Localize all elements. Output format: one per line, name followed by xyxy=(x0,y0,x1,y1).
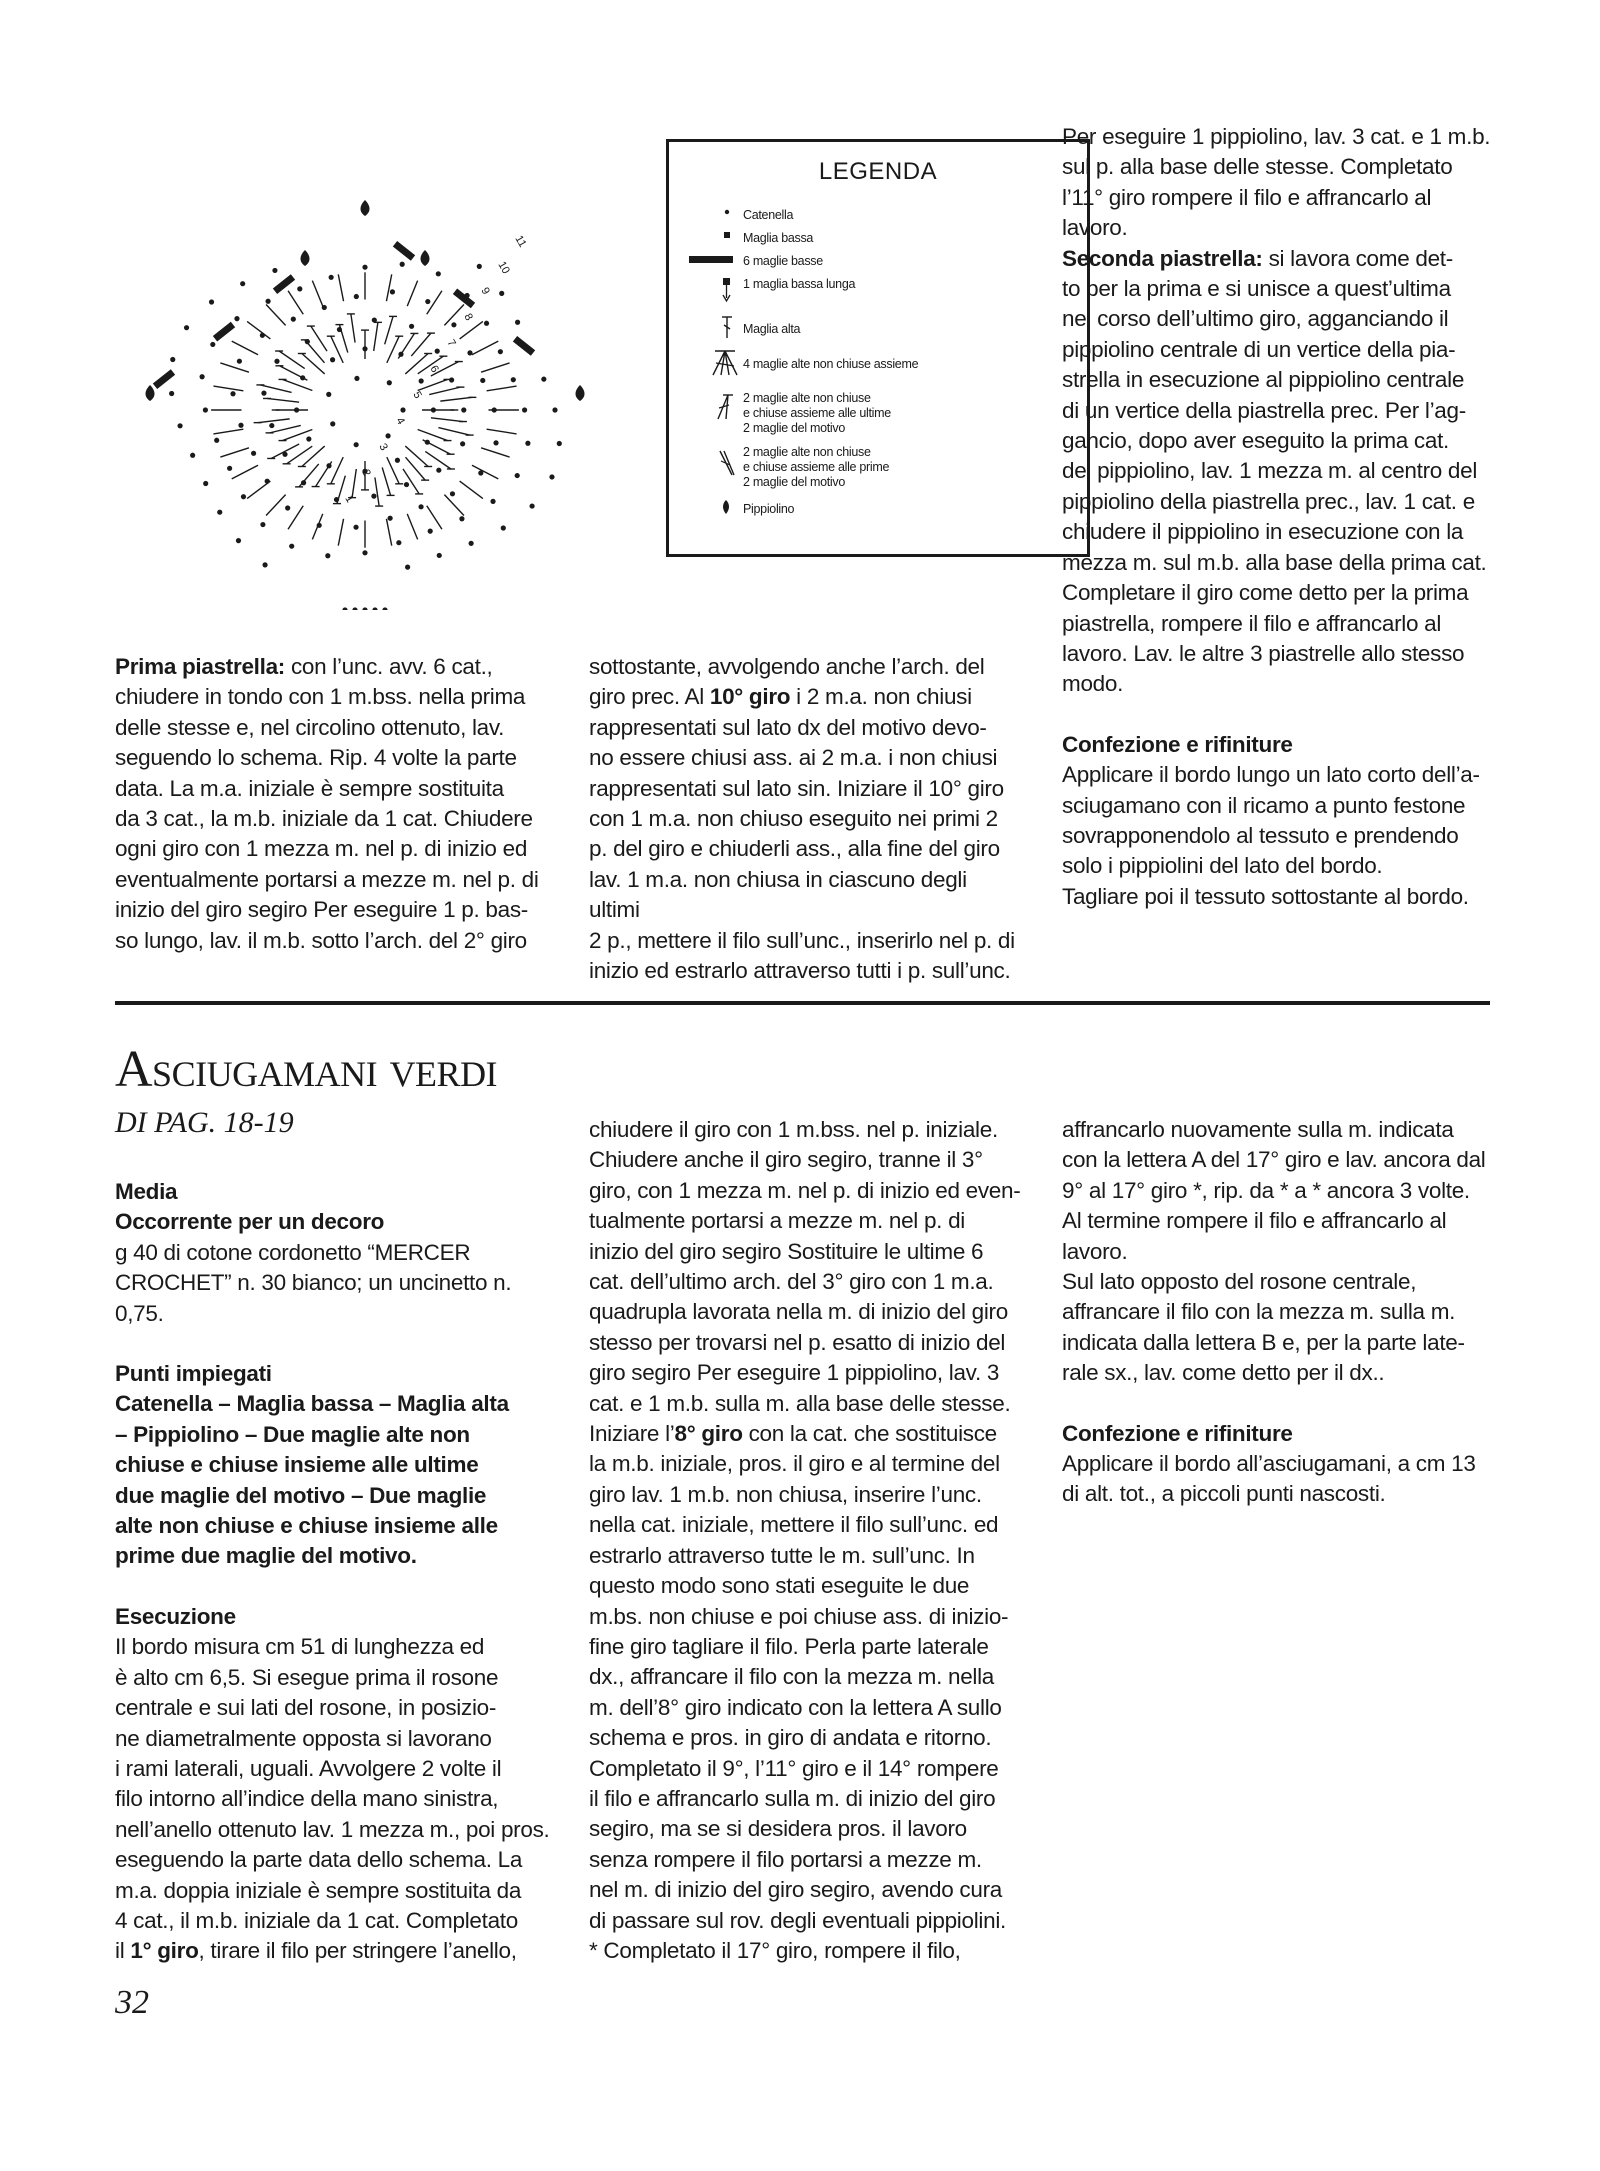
section-subtitle: DI PAG. 18-19 xyxy=(115,1106,294,1139)
two-dc-first-icon xyxy=(715,448,739,478)
text-line: Iniziare l’8° giro con la cat. che sostituisce xyxy=(589,1421,997,1447)
six-single-crochet-bar-icon xyxy=(687,253,735,265)
bottom-column-2: chiudere il giro con 1 m.bss. nel p. iniziale. Chiudere anche il giro segiro, tranne il 3° giro, con 1 mezza m. nel p. di inizio ed even- tualmente portarsi a mezze m. nel p. di inizio del giro segiro Sostituire le ultime 6 cat. dell’ultimo arch. del 3° giro con 1 m.a. quadrupla lavorata nella m. di inizio del giro stesso per trovarsi nel p. esatto di inizio del giro segiro Per eseguire 1 pippiolino, lav. 3 cat. e 1 m.b. sulla m. alla base delle stesse. Iniziare l’8° giro con la cat. che sostituisce la m.b. iniziale, pros. il giro e al termine del giro lav. 1 m.b. non chiusa, inserire l’unc. nella cat. iniziale, mettere il filo sull’unc. ed estrarlo attraverso tutte le m. sull’unc. In questo modo sono stati eseguite le due m.bs. non chiuse e poi chiuse ass. di inizio- fine giro tagliare il filo. Perla parte laterale dx., affrancare il filo con la mezza m. nella m. dell’8° giro indicato con la lettera A sullo schema e pros. in giro di andata e ritorno. Completato il 9°, l’11° giro e il 14° rompere il filo e affrancarlo sulla m. di inizio del giro segiro, ma se si desidera pros. il lavoro senza rompere il filo portarsi a mezze m. nel m. di inizio del giro segiro, avendo cura di passare sul rov. degli eventuali pippiolini. * Completato il 17° giro, rompere il filo, xyxy=(589,1115,1029,1966)
legend-item-maglia-bassa-lunga: 1 maglia bassa lunga xyxy=(743,277,856,291)
page-number: 32 xyxy=(115,1984,149,2021)
top-column-1: Prima piastrella: con l’unc. avv. 6 cat., chiudere in tondo con 1 m.bss. nella prima delle stesse e, nel circolino ottenuto, lav. seguendo lo schema. Rip. 4 volte la parte data. La m.a. iniziale è sempre sostituita da 3 cat., la m.b. iniziale da 1 cat. Chiudere ogni giro con 1 mezza m. nel p. di inizio ed eventualmente portarsi a mezze m. nel p. di inizio del giro segiro Per eseguire 1 p. bas- so lungo, lav. il m.b. sotto l’arch. del 2° giro xyxy=(115,652,545,956)
crochet-tile-diagram xyxy=(110,120,630,610)
legend-box xyxy=(666,139,1090,557)
legend-item-catenella: Catenella xyxy=(743,208,794,222)
round-number-label: 3 xyxy=(376,441,390,453)
heading-media: Media xyxy=(115,1179,178,1204)
bottom-column-1: Media Occorrente per un decoro g 40 di cotone cordonetto “MERCER CROCHET” n. 30 bianco; un uncinetto n. 0,75. Punti impiegati Catenella – Maglia bassa – Maglia alta – Pippiolino – Due maglie alte non chiuse e chiuse insieme alle ultime due maglie del motivo – Due maglie alte non chiuse e chiuse insieme alle prime due maglie del motivo. Esecuzione Il bordo misura cm 51 di lunghezza ed è alto cm 6,5. Si esegue prima il rosone centrale e sui lati del rosone, in posizio- ne diametralmente opposta si lavorano i rami laterali, uguali. Avvolgere 2 volte il filo intorno all’indice della mano sinistra, nell’anello ottenuto lav. 1 mezza m., poi pros. eseguendo la parte data dello schema. La m.a. doppia iniziale è sempre sostituita da 4 cat., il m.b. iniziale da 1 cat. Completato il 1° giro, tirare il filo per stringere l’anello, xyxy=(115,1177,555,1967)
double-crochet-icon xyxy=(718,314,736,340)
round-number-label: 6 xyxy=(427,363,441,375)
legend-item-4-maglie-alte: 4 maglie alte non chiuse assieme xyxy=(743,357,919,371)
picot-icon xyxy=(719,498,733,516)
round-number-label: 11 xyxy=(512,233,529,250)
section-divider xyxy=(115,1001,1490,1005)
text-line: giro prec. Al 10° giro i 2 m.a. non chiusi xyxy=(589,684,972,710)
round-number-label: 10 xyxy=(495,259,512,277)
heading-confezione-2: Confezione e rifiniture xyxy=(1062,1420,1293,1446)
heading-esecuzione: Esecuzione xyxy=(115,1603,236,1629)
text-line: Seconda piastrella: si lavora come det- xyxy=(1062,245,1453,271)
round-number-label: 5 xyxy=(410,389,424,401)
two-dc-last-icon xyxy=(713,392,737,422)
heading-confezione: Confezione e rifiniture xyxy=(1062,731,1293,757)
legend-item-maglia-bassa: Maglia bassa xyxy=(743,231,814,245)
round-number-label: 4 xyxy=(393,415,407,427)
chain-stitch-dot-icon xyxy=(721,206,733,218)
round-number-label: 9 xyxy=(478,285,492,297)
legend-item-2-maglie-alte-prime: 2 maglie alte non chiuse e chiuse assieme alle prime 2 maglie del motivo xyxy=(743,445,890,489)
heading-occorrente: Occorrente per un decoro xyxy=(115,1209,385,1235)
top-column-2: sottostante, avvolgendo anche l’arch. del giro prec. Al 10° giro i 2 m.a. non chiusi rappresentati sul lato dx del motivo devo- no essere chiusi ass. ai 2 m.a. i non chiusi rappresentati sul lato sin. Iniziare il 10° giro con 1 m.a. non chiuso eseguito nei primi 2 p. del giro e chiuderli ass., alla fine del giro lav. 1 m.a. non chiusa in ciascuno degli ultimi 2 p., mettere il filo sull’unc., inserirlo nel p. di inizio ed estrarlo attraverso tutti i p. sull’unc. xyxy=(589,652,1019,986)
legend-item-6-maglie-basse: 6 maglie basse xyxy=(743,254,823,268)
top-column-3: Per eseguire 1 pippiolino, lav. 3 cat. e 1 m.b. sul p. alla base delle stesse. Completato l’11° giro rompere il filo e affrancarlo al lavoro. Seconda piastrella: si lavora come det- to per la prima e si unisce a quest’ultima nel corso dell’ultimo giro, agganciando il pippiolino centrale di un vertice della pia- strella in esecuzione al pippiolino centrale di un vertice della piastrella prec. Per l’ag- gancio, dopo aver eseguito la prima cat. del pippiolino, lav. 1 mezza m. al centro del pippiolino della piastrella prec., lav. 1 cat. e chiudere il pippiolino in esecuzione con la mezza m. sul m.b. alla base della prima cat. Completare il giro come detto per la prima piastrella, rompere il filo e affrancarlo al lavoro. Lav. le altre 3 piastrelle allo stesso modo. Confezione e rifiniture Applicare il bordo lungo un lato corto dell’a- sciugamano con il ricamo a punto festone sovrapponendolo al tessuto e prendendo solo i pippiolini del lato del bordo. Tagliare poi il tessuto sottostante al bordo. xyxy=(1062,122,1502,912)
round-number-label: 2 xyxy=(359,467,373,479)
heading-punti: Punti impiegati xyxy=(115,1361,272,1387)
long-single-crochet-icon xyxy=(720,276,734,304)
text-line: il 1° giro, tirare il filo per stringere l’anello, xyxy=(115,1938,517,1964)
legend-item-2-maglie-alte-ultime: 2 maglie alte non chiuse e chiuse assieme alle ultime 2 maglie del motivo xyxy=(743,391,891,435)
legend-item-maglia-alta: Maglia alta xyxy=(743,322,801,336)
round-number-label: 7 xyxy=(444,337,458,349)
legend-item-pippiolino: Pippiolino xyxy=(743,502,795,516)
legend-title: LEGENDA xyxy=(818,158,938,185)
round-number-label: 1 xyxy=(342,493,356,505)
text-line: Prima piastrella: con l’unc. avv. 6 cat., xyxy=(115,654,493,679)
single-crochet-square-icon xyxy=(721,229,733,241)
four-dc-cluster-icon xyxy=(710,348,740,378)
bottom-column-3: affrancarlo nuovamente sulla m. indicata con la lettera A del 17° giro e lav. ancora dal 9° al 17° giro *, rip. da * a * ancora 3 volte. Al termine rompere il filo e affrancarlo al lavoro. Sul lato opposto del rosone centrale, affrancare il filo con la mezza m. sulla m. indicata dalla lettera B e, per la parte late- rale sx., lav. come detto per il dx.. Confezione e rifiniture Applicare il bordo all’asciugamani, a cm 13 di alt. tot., a piccoli punti nascosti. xyxy=(1062,1115,1502,1510)
round-number-label: 8 xyxy=(461,311,475,323)
section-title: Asciugamani verdi xyxy=(115,1041,498,1098)
